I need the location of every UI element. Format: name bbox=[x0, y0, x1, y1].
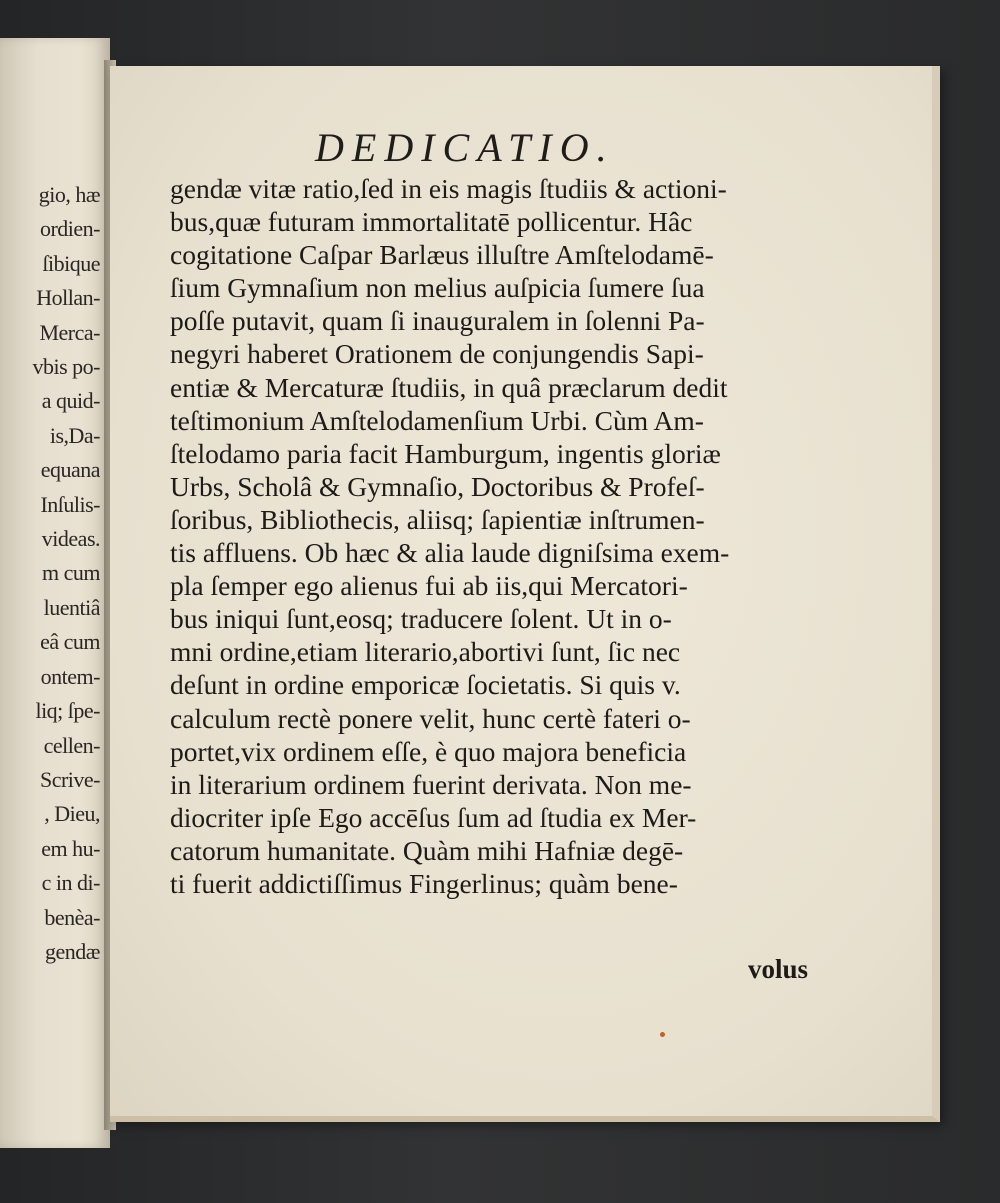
facing-page-line: eâ cum bbox=[40, 629, 100, 655]
facing-page-line: , Dieu, bbox=[44, 801, 100, 827]
text-line: deſunt in ordine emporicæ ſocietatis. Si quis v. bbox=[170, 669, 681, 701]
text-line: ſtelodamo paria facit Hamburgum, ingentis gloriæ bbox=[170, 437, 721, 469]
text-line: ſium Gymnaſium non melius auſpicia ſumere ſua bbox=[170, 272, 705, 304]
facing-page-line: benèa- bbox=[44, 904, 100, 930]
facing-page-line: videas. bbox=[41, 526, 100, 552]
facing-page-line: Hollan- bbox=[36, 285, 100, 311]
text-line: gendæ vitæ ratio,ſed in eis magis ſtudiis & actioni- bbox=[170, 173, 727, 204]
text-line: calculum rectè ponere velit, hunc certè fateri o- bbox=[170, 702, 691, 734]
page-body-text bbox=[170, 172, 860, 900]
catchword: volus bbox=[747, 954, 808, 984]
running-head: DEDICATIO. bbox=[315, 125, 615, 170]
facing-page-line: luentiâ bbox=[43, 594, 100, 620]
facing-page-line: liq; ſpe- bbox=[35, 698, 100, 724]
facing-page-line: ſibique bbox=[42, 250, 100, 276]
text-line: portet,vix ordinem eſſe, è quo majora beneficia bbox=[170, 735, 687, 767]
facing-page-line: m cum bbox=[42, 560, 100, 586]
facing-page-line: em hu- bbox=[41, 835, 100, 861]
facing-page-line: equana bbox=[40, 457, 100, 483]
paper-blemish bbox=[660, 1032, 665, 1037]
text-line: negyri haberet Orationem de conjungendis Sapi- bbox=[170, 338, 704, 370]
facing-page-line: Merca- bbox=[39, 319, 100, 345]
dedication-page bbox=[110, 66, 940, 1122]
text-line: catorum humanitate. Quàm mihi Hafniæ degē- bbox=[170, 834, 684, 866]
text-line: poſſe putavit, quam ſi inauguralem in ſolenni Pa- bbox=[170, 305, 705, 337]
text-line: in literarium ordinem fuerint derivata. Non me- bbox=[170, 768, 692, 800]
text-line: tis affluens. Ob hæc & alia laude digniſsima exem- bbox=[170, 537, 730, 569]
facing-page-line: cellen- bbox=[43, 732, 100, 758]
facing-page-edge bbox=[0, 38, 110, 1148]
text-line: ſoribus, Bibliothecis, aliisq; ſapientiæ inſtrumen- bbox=[170, 503, 705, 535]
facing-page-line: ontem- bbox=[40, 663, 100, 689]
text-line: ti fuerit addictiſſimus Fingerlinus; quàm bene- bbox=[170, 867, 678, 899]
facing-page-line: Scrive- bbox=[39, 766, 100, 792]
facing-page-line: Inſulis- bbox=[40, 491, 100, 517]
facing-page-line: c in di- bbox=[41, 870, 100, 896]
text-line: pla ſemper ego alienus fui ab iis,qui Mercatori- bbox=[170, 570, 688, 602]
text-line: entiæ & Mercaturæ ſtudiis, in quâ præclarum dedit bbox=[170, 371, 728, 403]
text-line: bus iniqui ſunt,eosq; traducere ſolent. Ut in o- bbox=[170, 603, 672, 635]
text-line: cogitatione Caſpar Barlæus illuſtre Amſtelodamē- bbox=[170, 239, 714, 271]
text-line: teſtimonium Amſtelodamenſium Urbi. Cùm Am- bbox=[170, 404, 704, 436]
text-line: mni ordine,etiam literario,abortivi ſunt, ſic nec bbox=[170, 636, 681, 668]
text-line: Urbs, Scholâ & Gymnaſio, Doctoribus & Profeſ- bbox=[170, 470, 705, 502]
facing-page-line: vbis po- bbox=[32, 354, 100, 380]
facing-page-line: gendæ bbox=[45, 938, 100, 964]
facing-page-line: is,Da- bbox=[49, 422, 100, 448]
facing-page-line: a quid- bbox=[41, 388, 100, 414]
text-line: bus,quæ futuram immortalitatē pollicentur. Hâc bbox=[170, 206, 693, 238]
facing-page-text bbox=[0, 178, 100, 969]
text-line: diocriter ipſe Ego accēſus ſum ad ſtudia ex Mer- bbox=[170, 801, 697, 833]
facing-page-line: gio, hæ bbox=[38, 182, 100, 207]
facing-page-line: ordien- bbox=[39, 216, 100, 242]
